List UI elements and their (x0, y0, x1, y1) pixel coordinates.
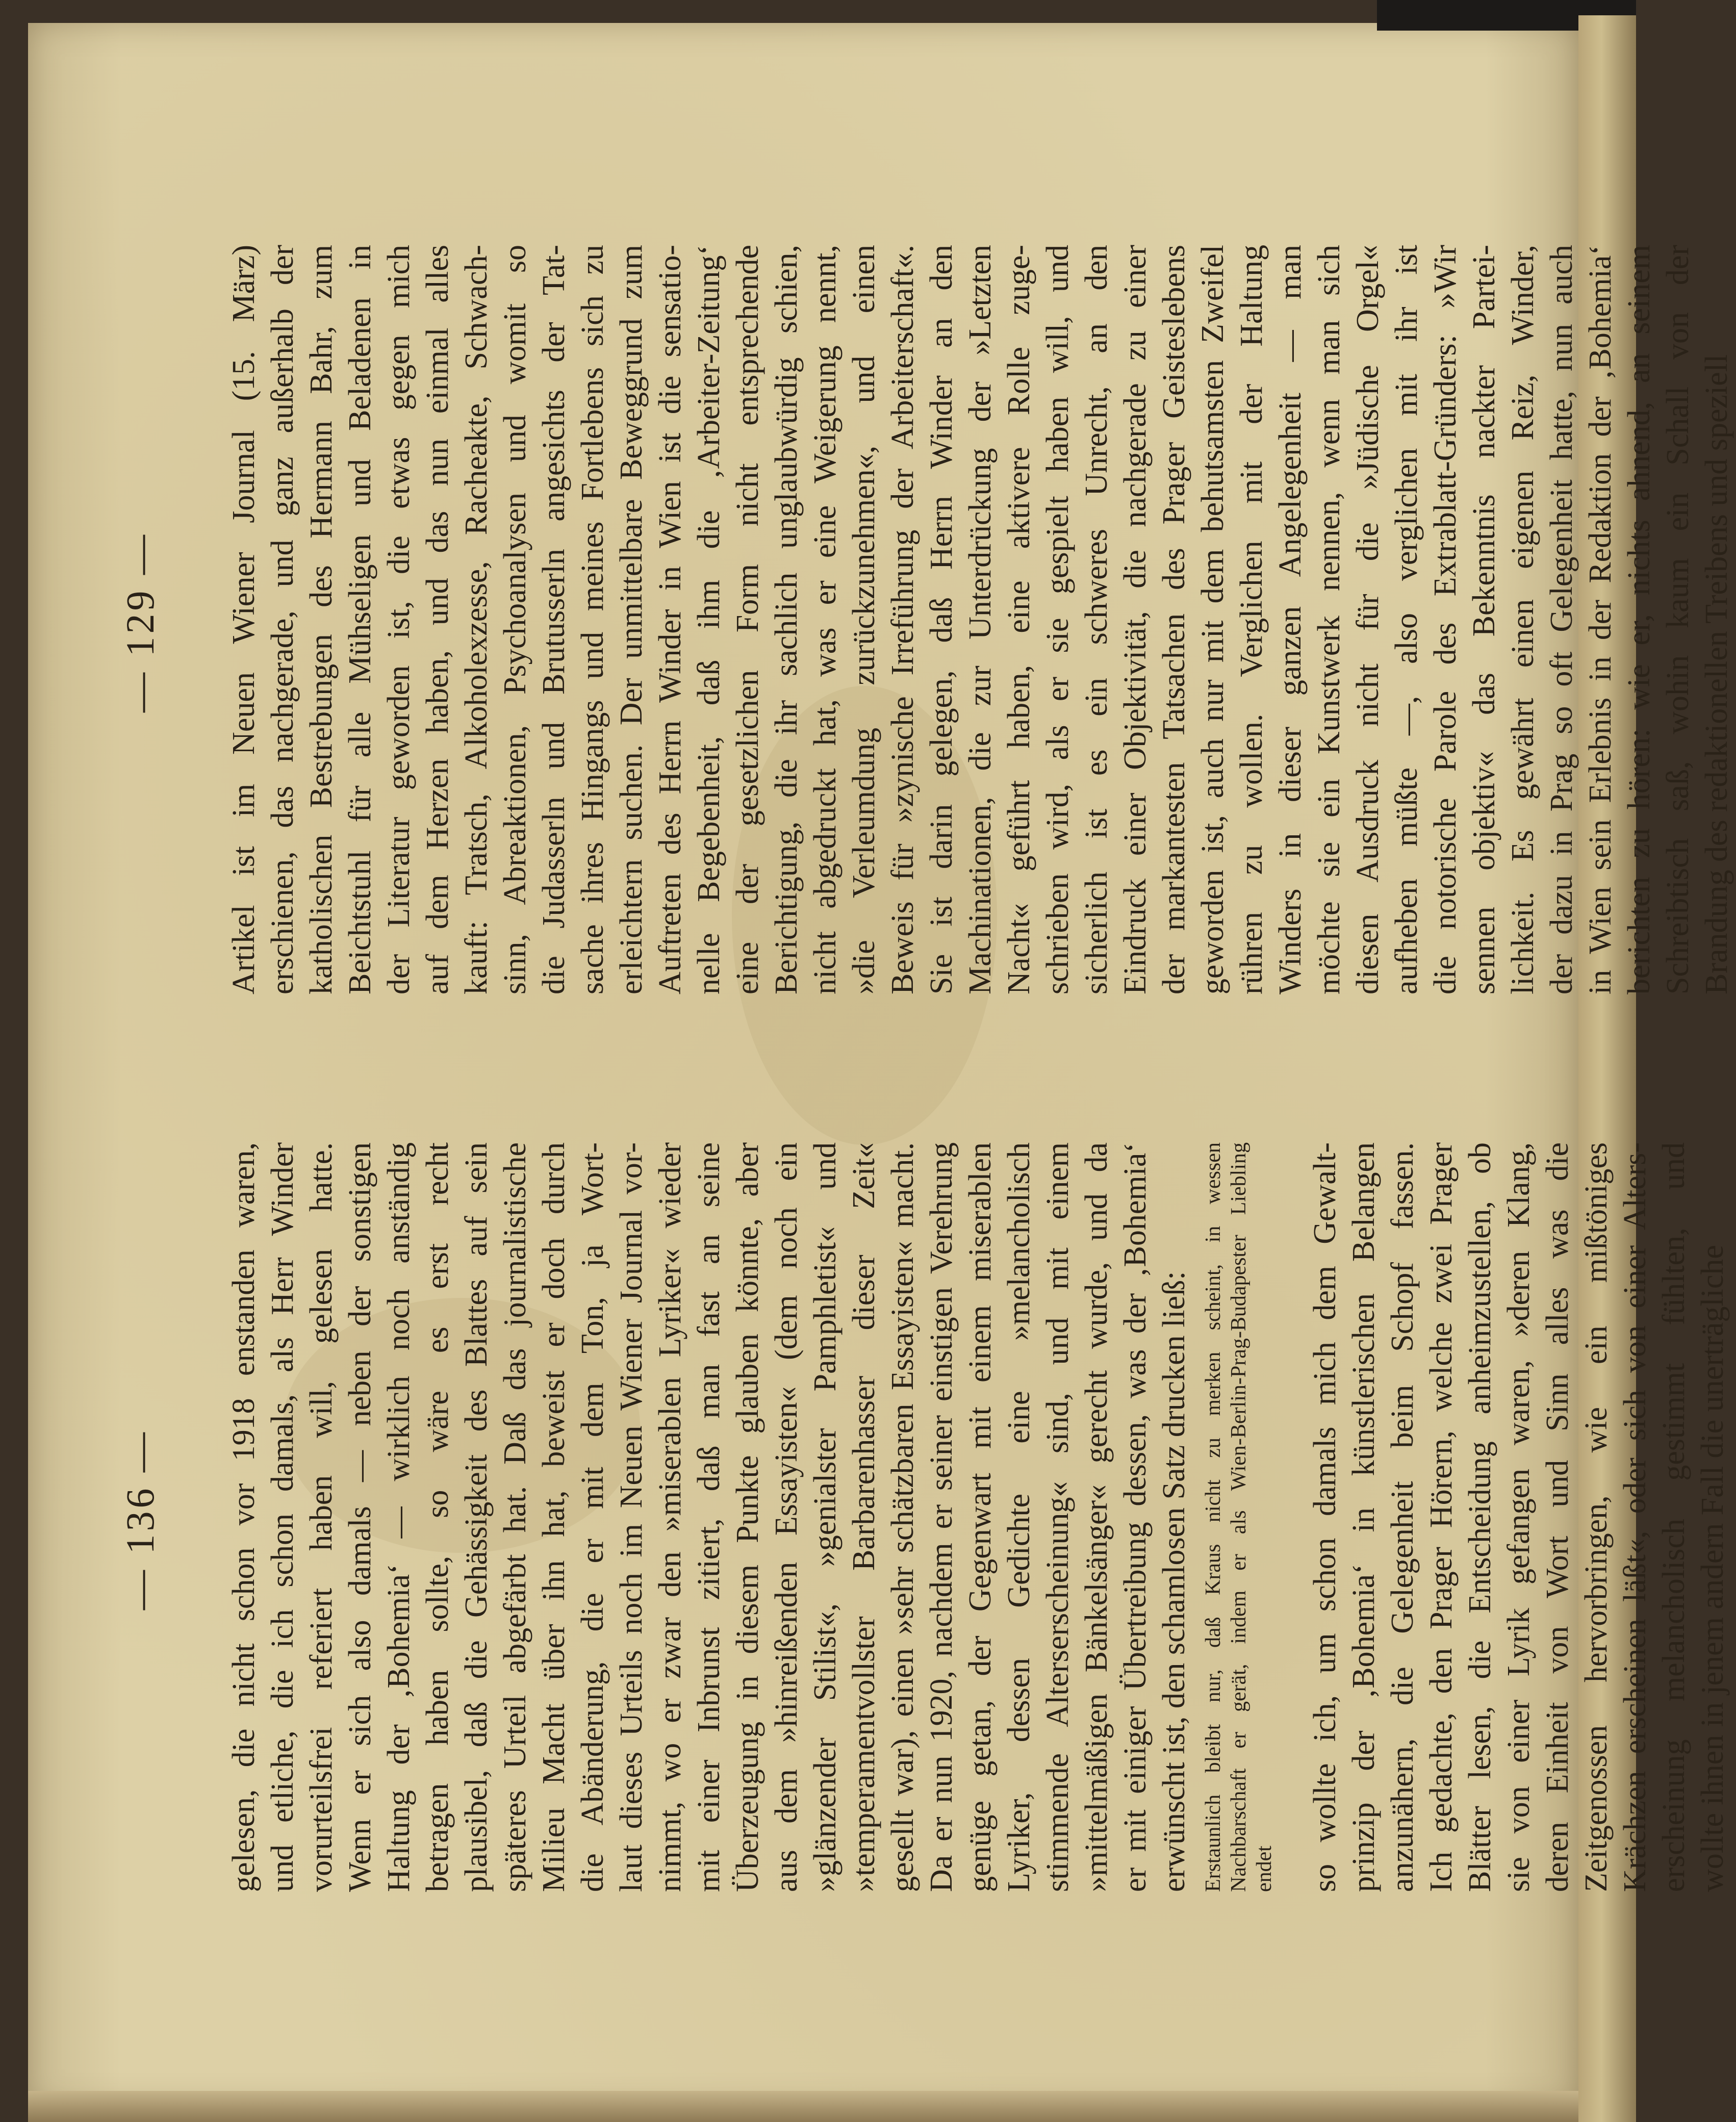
text-line: sache ihres Hingangs und meines Fortlebens sich zu (575, 245, 610, 994)
paragraph-block (224, 1142, 1193, 1892)
text-line: so wollte ich, um schon damals mich dem Gewalt- (1308, 1142, 1342, 1892)
text-line: stimmende Alterserscheinung« sind, und mit einem (1040, 1142, 1075, 1892)
text-line: laut dieses Urteils noch im Neuen Wiener Journal vor- (614, 1142, 649, 1892)
text-line: auf dem Herzen haben, und das nun einmal alles (420, 245, 455, 994)
text-line: wollte ihnen in jenem andern Fall die unerträgliche (1695, 1245, 1730, 1892)
text-line: Zeitgenossen hervorbringen, wie ein mißtöniges (1579, 1142, 1614, 1892)
text-line: Artikel ist im Neuen Wiener Journal (15. März) (226, 245, 261, 994)
text-line: diesen Ausdruck nicht für die »Jüdische Orgel« (1350, 245, 1385, 994)
text-line: Überzeugung in diesem Punkte glauben könnte, aber (730, 1142, 765, 1892)
text-line: Krächzen erscheinen läßt«, oder sich von einer Alters- (1618, 1142, 1652, 1892)
text-line: Haltung der ‚Bohemia‘ — wirklich noch anständig (381, 1142, 416, 1892)
text-line: Schreibtisch saß, wohin kaum ein Schall von der (1661, 245, 1695, 994)
text-line: nicht abgedruckt hat, was er eine Weigerung nennt, (808, 245, 843, 994)
text-line: Beichtstuhl für alle Mühseligen und Beladenen in (343, 245, 377, 994)
text-line: Wenn er sich also damals — neben der sonstigen (343, 1142, 377, 1892)
page-stack-edge-bottom (28, 2091, 1578, 2122)
text-line: Ich gedachte, den Prager Hörern, welche zwei Prager (1424, 1142, 1459, 1892)
text-line: die Abänderung, die er mit dem Ton, ja Wort- (575, 1142, 610, 1892)
page-number: — 136 — (118, 1429, 162, 1610)
text-line: betragen haben sollte, so wäre es erst recht (420, 1142, 455, 1892)
text-line: rühren zu wollen. Verglichen mit der Haltung (1234, 245, 1269, 994)
text-line: in Wien sein Erlebnis in der Redaktion der ‚Bohemia‘ (1583, 245, 1618, 994)
text-line: »die Verleumdung zurückzunehmen«, und einen (847, 245, 881, 994)
text-line: erschienen, das nachgerade, und ganz außerhalb der (265, 245, 300, 994)
text-line: berichten zu hören: wie er, nichts ahnend, an seinem (1622, 245, 1656, 994)
text-line: er mit einiger Übertreibung dessen, was der ‚Bohemia‘ (1118, 1142, 1153, 1892)
text-line: Machinationen, die zur Unterdrückung der »Letzten (963, 245, 998, 994)
text-line: genüge getan, der Gegenwart mit einem miserablen (963, 1142, 998, 1892)
text-line: erleichtern suchen. Der unmittelbare Beweggrund zum (614, 245, 649, 994)
text-line: geworden ist, auch nur mit dem behutsamsten Zweifel (1195, 245, 1230, 994)
text-line: Berichtigung, die ihr sachlich unglaubwürdig schien, (769, 245, 804, 994)
text-line: mit einer Inbrunst zitiert, daß man fast an seine (692, 1142, 726, 1892)
text-line: erwünscht ist, den schamlosen Satz drucken ließ: (1157, 1271, 1191, 1892)
text-line: die Judasserln und Brutusserln angesichts der Tat- (537, 245, 571, 994)
text-line: sinn, Abreaktionen, Psychoanalysen und womit so (498, 245, 532, 994)
text-line: gelesen, die nicht schon vor 1918 enstanden waren, (226, 1142, 261, 1892)
text-line: prinzip der ‚Bohemia‘ in künstlerischen Belangen (1346, 1142, 1381, 1892)
text-line: Blätter lesen, die Entscheidung anheimzustellen, ob (1463, 1142, 1497, 1892)
text-line: erscheinung melancholisch gestimmt fühlten, und (1656, 1142, 1691, 1892)
text-line: katholischen Bestrebungen des Hermann Bahr, zum (304, 245, 339, 994)
text-column (224, 1142, 1732, 1892)
text-column (224, 245, 1736, 994)
page-136 (56, 1086, 1730, 1953)
text-line: Auftreten des Herrn Winder in Wien ist die sensatio- (653, 245, 687, 994)
paragraph-block (224, 245, 1736, 994)
text-line: Nachbarschaft er gerät, indem er als Wien-Berlin-Prag-Budapester Liebling (1227, 1142, 1250, 1892)
text-line: Winders in dieser ganzen Angelegenheit — man (1273, 245, 1308, 994)
page-number: — 129 — (118, 532, 162, 712)
text-line: und etliche, die ich schon damals, als Herr Winder (265, 1142, 300, 1892)
text-line: anzunähern, die Gelegenheit beim Schopf fassen. (1385, 1142, 1420, 1892)
text-line: sennen objektiv« das Bekenntnis nackter Partei- (1467, 245, 1501, 994)
text-line: »glänzender Stilist«, »genialster Pamphletist« und (808, 1142, 843, 1892)
text-line: »temperamentvollster Barbarenhasser dieser Zeit« (847, 1142, 881, 1892)
text-line: späteres Urteil abgefärbt hat. Daß das journalistische (498, 1142, 532, 1892)
text-line: möchte sie ein Kunstwerk nennen, wenn man sich (1312, 245, 1346, 994)
text-line: »mittelmäßigen Bänkelsänger« gerecht wurde, und da (1079, 1142, 1114, 1892)
footnote (1201, 1142, 1277, 1892)
text-line: Erstaunlich bleibt nur, daß Kraus nicht zu merken scheint, in wessen (1202, 1142, 1225, 1892)
text-line: Brandung des redaktionellen Treibens und speziell (1699, 354, 1734, 994)
text-line: lichkeit. Es gewährt einen eigenen Reiz, Winder, (1505, 245, 1540, 994)
text-line: der Literatur geworden ist, die etwas gegen mich (381, 245, 416, 994)
text-line: nelle Begebenheit, daß ihm die ‚Arbeiter-Zeitung‘ (692, 245, 726, 994)
text-line: Sie ist darin gelegen, daß Herrn Winder an den (924, 245, 959, 994)
text-line: die notorische Parole des Extrablatt-Gründers: »Wir (1428, 245, 1463, 994)
text-line: kauft: Tratsch, Alkoholexzesse, Racheakte, Schwach- (459, 245, 494, 994)
text-line: Da er nun 1920, nachdem er seiner einstigen Verehrung (924, 1142, 959, 1892)
rotated-page-spread (56, 178, 1734, 1953)
text-line: Beweis für »zynische Irreführung der Arbeiterschaft«. (885, 245, 920, 994)
text-line: deren Einheit von Wort und Sinn alles was die (1540, 1142, 1575, 1892)
text-line: aufheben müßte —, also verglichen mit ihr ist (1389, 245, 1424, 994)
text-line: der dazu in Prag so oft Gelegenheit hatte, nun auch (1544, 245, 1579, 994)
page-129 (56, 189, 1734, 1056)
text-line: Eindruck einer Objektivität, die nachgerade zu einer (1118, 245, 1153, 994)
text-line: vorurteilsfrei referiert haben will, gelesen hatte. (304, 1142, 339, 1892)
text-line: plausibel, daß die Gehässigkeit des Blattes auf sein (459, 1142, 494, 1892)
text-line: eine der gesetzlichen Form nicht entsprechende (730, 245, 765, 994)
text-line: Nacht« geführt haben, eine aktivere Rolle zuge- (1002, 245, 1036, 994)
text-line: aus dem »hinreißenden Essayisten« (dem noch ein (769, 1142, 804, 1892)
paragraph-block (1306, 1142, 1732, 1892)
text-line: der markantesten Tatsachen des Prager Geisteslebens (1157, 245, 1191, 994)
text-line: Milieu Macht über ihn hat, beweist er doch durch (537, 1142, 571, 1892)
text-line: sicherlich ist es ein schweres Unrecht, an den (1079, 245, 1114, 994)
text-line: schrieben wird, als er sie gespielt haben will, und (1040, 245, 1075, 994)
text-line: nimmt, wo er zwar den »miserablen Lyriker« wieder (653, 1142, 687, 1892)
text-line: Lyriker, dessen Gedichte eine »melancholisch (1002, 1142, 1036, 1892)
text-line: endet (1253, 1846, 1276, 1892)
text-line: sie von einer Lyrik gefangen waren, »deren Klang, (1501, 1142, 1536, 1892)
text-line: gesellt war), einen »sehr schätzbaren Essayisten« macht. (885, 1142, 920, 1892)
